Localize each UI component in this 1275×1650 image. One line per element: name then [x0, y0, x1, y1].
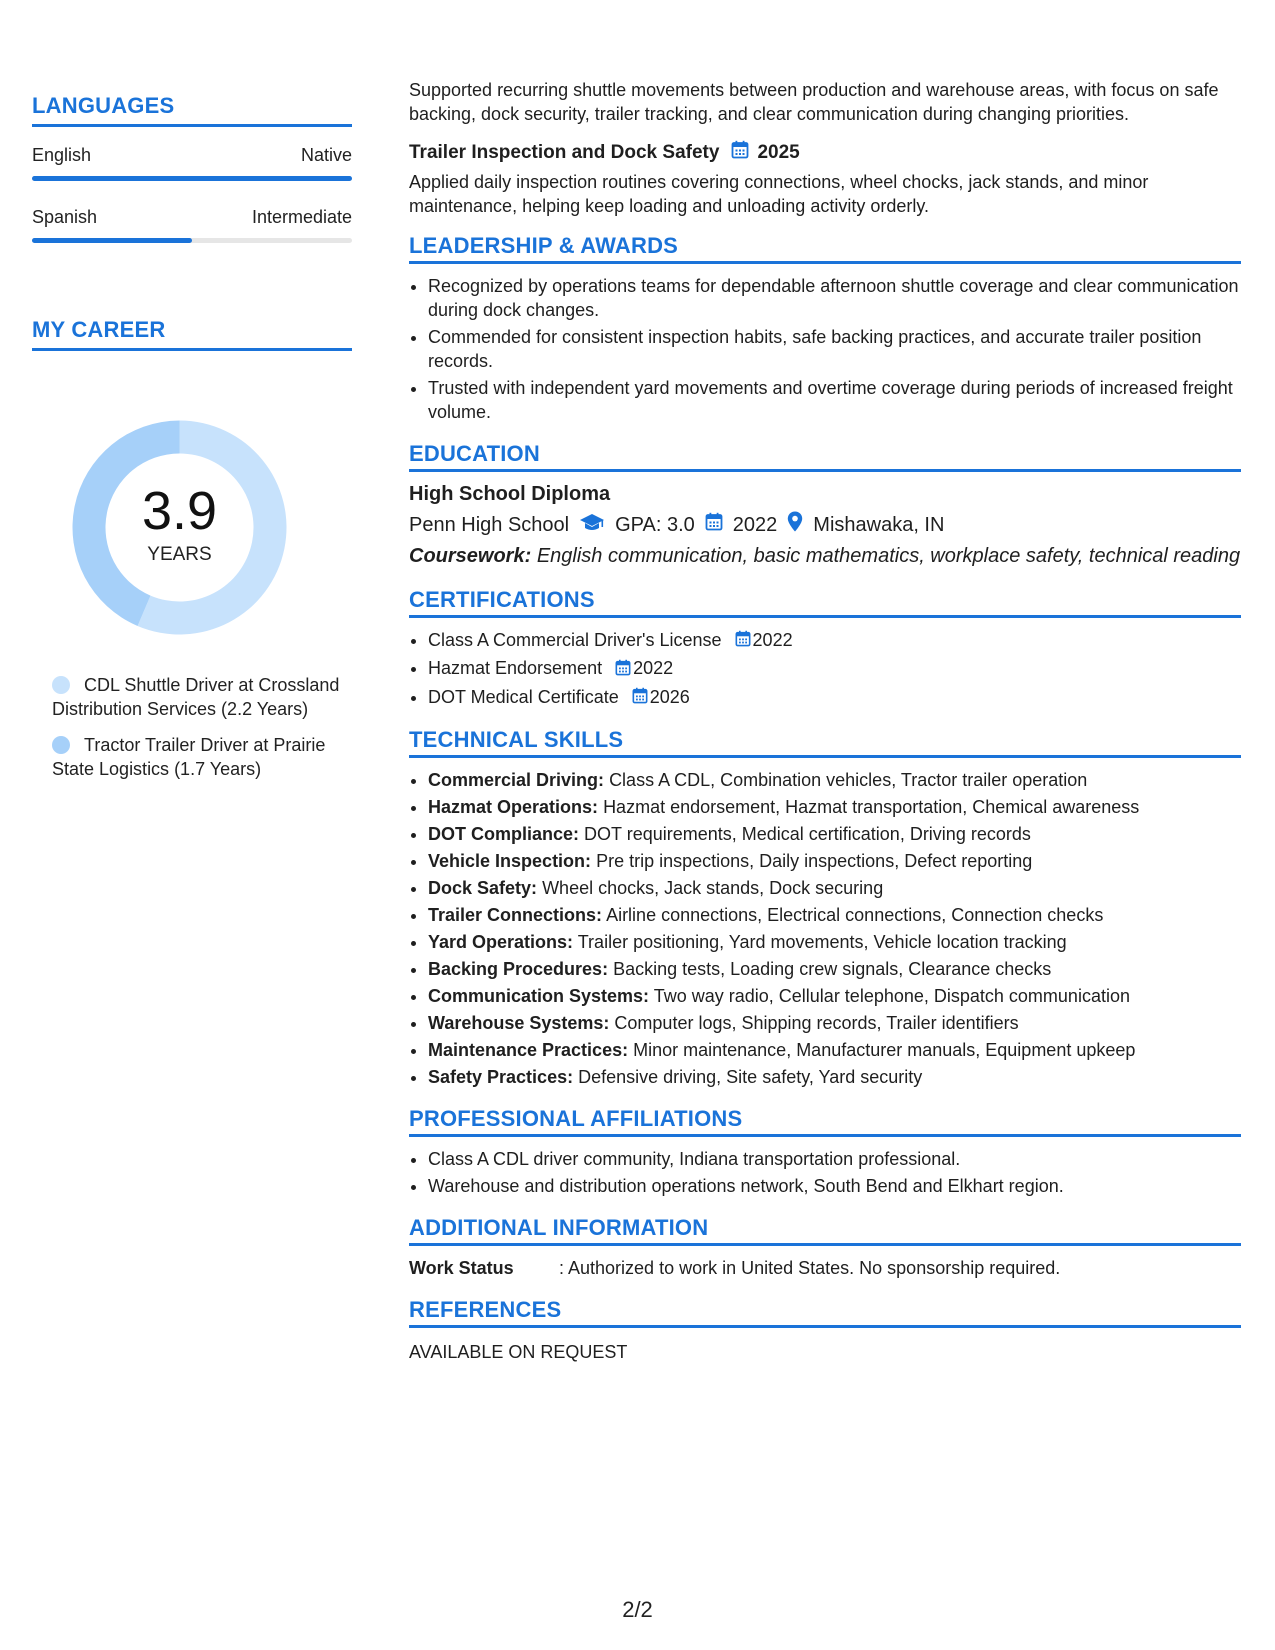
language-name: Spanish — [32, 207, 98, 227]
calendar-icon — [632, 686, 648, 710]
language-proficiency-bar — [32, 238, 352, 243]
page-number: 2/2 — [622, 1597, 653, 1622]
skill-label: Vehicle Inspection: — [428, 850, 592, 871]
skill-label: Backing Procedures: — [428, 958, 609, 979]
skill-item — [428, 957, 1241, 981]
references-text: AVAILABLE ON REQUEST — [409, 1341, 628, 1362]
language-name: English — [32, 145, 92, 165]
affiliations-title: PROFESSIONAL AFFILIATIONS — [409, 1107, 1241, 1137]
coursework-text: English communication, basic mathematics, workplace safety, technical reading — [536, 545, 1241, 567]
certification-year: 2022 — [752, 630, 793, 650]
language-proficiency-bar — [32, 176, 352, 181]
affiliations-list — [409, 1147, 1241, 1198]
certification-item — [428, 656, 1241, 681]
career-donut-chart — [67, 415, 292, 640]
education-location: Mishawaka, IN — [813, 513, 945, 536]
skill-value: DOT requirements, Medical certification, Driving records — [584, 823, 1031, 844]
additional-info-title: ADDITIONAL INFORMATION — [409, 1216, 1241, 1246]
skill-item — [428, 984, 1241, 1008]
language-proficiency-fill — [32, 176, 352, 181]
calendar-icon — [735, 629, 751, 653]
certifications-list — [409, 628, 1241, 710]
sidebar — [32, 93, 352, 779]
leadership-list — [409, 274, 1241, 424]
legend-dot-icon — [52, 676, 70, 694]
calendar-icon — [731, 140, 749, 166]
graduation-cap-icon — [579, 512, 605, 538]
language-proficiency-fill — [32, 238, 192, 243]
leadership-title: LEADERSHIP & AWARDS — [409, 234, 1241, 264]
career-role-label: CDL Shuttle Driver at Crossland Distribution Services (2.2 Years) — [52, 675, 340, 719]
work-status-label: Work Status — [409, 1257, 514, 1278]
skill-item — [428, 876, 1241, 900]
education-gpa: GPA: 3.0 — [615, 513, 695, 536]
certification-name: DOT Medical Certificate — [428, 686, 619, 707]
skill-value: Wheel chocks, Jack stands, Dock securing — [542, 877, 884, 898]
skill-item — [428, 930, 1241, 954]
career-role-label: Tractor Trailer Driver at Prairie State Logistics (1.7 Years) — [52, 735, 326, 779]
education-title: EDUCATION — [409, 442, 1241, 472]
list-item: • Recognized by operations teams for dependable afternoon shuttle coverage and clear communication during dock changes. — [428, 274, 1241, 322]
references-title: REFERENCES — [409, 1298, 1241, 1328]
skill-value: Trailer positioning, Yard movements, Vehicle location tracking — [577, 931, 1067, 952]
skill-item — [428, 903, 1241, 927]
skill-value: Airline connections, Electrical connections, Connection checks — [606, 904, 1104, 925]
language-item — [32, 145, 352, 181]
education-school: Penn High School — [409, 513, 570, 536]
language-level: Native — [300, 145, 352, 165]
skill-label: Yard Operations: — [428, 931, 574, 952]
skill-value: Backing tests, Loading crew signals, Clearance checks — [613, 958, 1052, 979]
work-status-value: : Authorized to work in United States. No sponsorship required. — [559, 1257, 1061, 1278]
skill-item — [428, 1038, 1241, 1062]
skill-value: Hazmat endorsement, Hazmat transportation, Chemical awareness — [603, 796, 1140, 817]
skill-label: Commercial Driving: — [428, 769, 605, 790]
skill-label: Trailer Connections: — [428, 904, 603, 925]
education-coursework — [409, 544, 1241, 568]
skill-label: Maintenance Practices: — [428, 1039, 629, 1060]
education-details — [409, 511, 1241, 538]
career-total-years: 3.9 — [141, 480, 218, 541]
skill-item — [428, 849, 1241, 873]
skills-list — [409, 768, 1241, 1089]
coursework-label: Coursework: — [409, 545, 532, 567]
calendar-icon — [615, 658, 631, 682]
list-item: • Commended for consistent inspection habits, safe backing practices, and accurate trailer position records. — [428, 325, 1241, 373]
skill-item — [428, 1065, 1241, 1089]
list-item: • Trusted with independent yard movements and overtime coverage during periods of increased freight volume. — [428, 376, 1241, 424]
career-legend-item — [52, 733, 342, 781]
skill-item — [428, 768, 1241, 792]
skill-label: Dock Safety: — [428, 877, 538, 898]
skill-value: Two way radio, Cellular telephone, Dispatch communication — [653, 985, 1130, 1006]
legend-dot-icon — [52, 736, 70, 754]
skill-label: Communication Systems: — [428, 985, 650, 1006]
education-year: 2022 — [732, 513, 778, 536]
location-pin-icon — [787, 511, 803, 538]
project-description: Applied daily inspection routines covering connections, wheel chocks, jack stands, and minor maintenance, helping keep loading and unloading activity orderly. — [409, 172, 1149, 216]
skill-label: Warehouse Systems: — [428, 1012, 610, 1033]
project-heading — [409, 140, 1241, 166]
project-title: Trailer Inspection and Dock Safety — [409, 142, 720, 163]
language-level: Intermediate — [251, 207, 352, 227]
skill-item — [428, 795, 1241, 819]
certification-item — [428, 628, 1241, 653]
experience-intro: Supported recurring shuttle movements between production and warehouse areas, with focus on safe backing, dock security, trailer tracking, and clear communication during changing priorities. — [409, 80, 1219, 124]
career-title: MY CAREER — [32, 317, 352, 351]
certification-item — [428, 685, 1241, 710]
project-year: 2025 — [757, 142, 800, 163]
certifications-title: CERTIFICATIONS — [409, 588, 1241, 618]
career-legend-item — [52, 673, 342, 721]
skills-title: TECHNICAL SKILLS — [409, 728, 1241, 758]
skill-value: Class A CDL, Combination vehicles, Tractor trailer operation — [609, 769, 1088, 790]
certification-year: 2022 — [633, 658, 674, 679]
skill-label: Safety Practices: — [428, 1066, 574, 1087]
certification-year: 2026 — [649, 686, 690, 707]
list-item: • Class A CDL driver community, Indiana transportation professional. — [428, 1147, 1241, 1171]
skill-value: Minor maintenance, Manufacturer manuals, Equipment upkeep — [633, 1039, 1136, 1060]
career-years-unit: YEARS — [147, 543, 212, 565]
certification-name: Hazmat Endorsement — [428, 658, 603, 679]
skill-value: Defensive driving, Site safety, Yard security — [578, 1066, 923, 1087]
list-item: • Warehouse and distribution operations network, South Bend and Elkhart region. — [428, 1174, 1241, 1198]
education-degree: High School Diploma — [409, 483, 611, 505]
work-status-row — [409, 1256, 1241, 1280]
calendar-icon — [705, 512, 723, 537]
career-legend — [52, 673, 342, 793]
language-item — [32, 207, 352, 243]
skill-label: DOT Compliance: — [428, 823, 580, 844]
skill-label: Hazmat Operations: — [428, 796, 599, 817]
skill-item — [428, 1011, 1241, 1035]
languages-title: LANGUAGES — [32, 93, 352, 127]
skill-value: Computer logs, Shipping records, Trailer identifiers — [614, 1012, 1019, 1033]
skill-value: Pre trip inspections, Daily inspections, Defect reporting — [596, 850, 1033, 871]
certification-name: Class A Commercial Driver's License — [428, 630, 722, 650]
skill-item — [428, 822, 1241, 846]
main-content — [409, 78, 1241, 1364]
